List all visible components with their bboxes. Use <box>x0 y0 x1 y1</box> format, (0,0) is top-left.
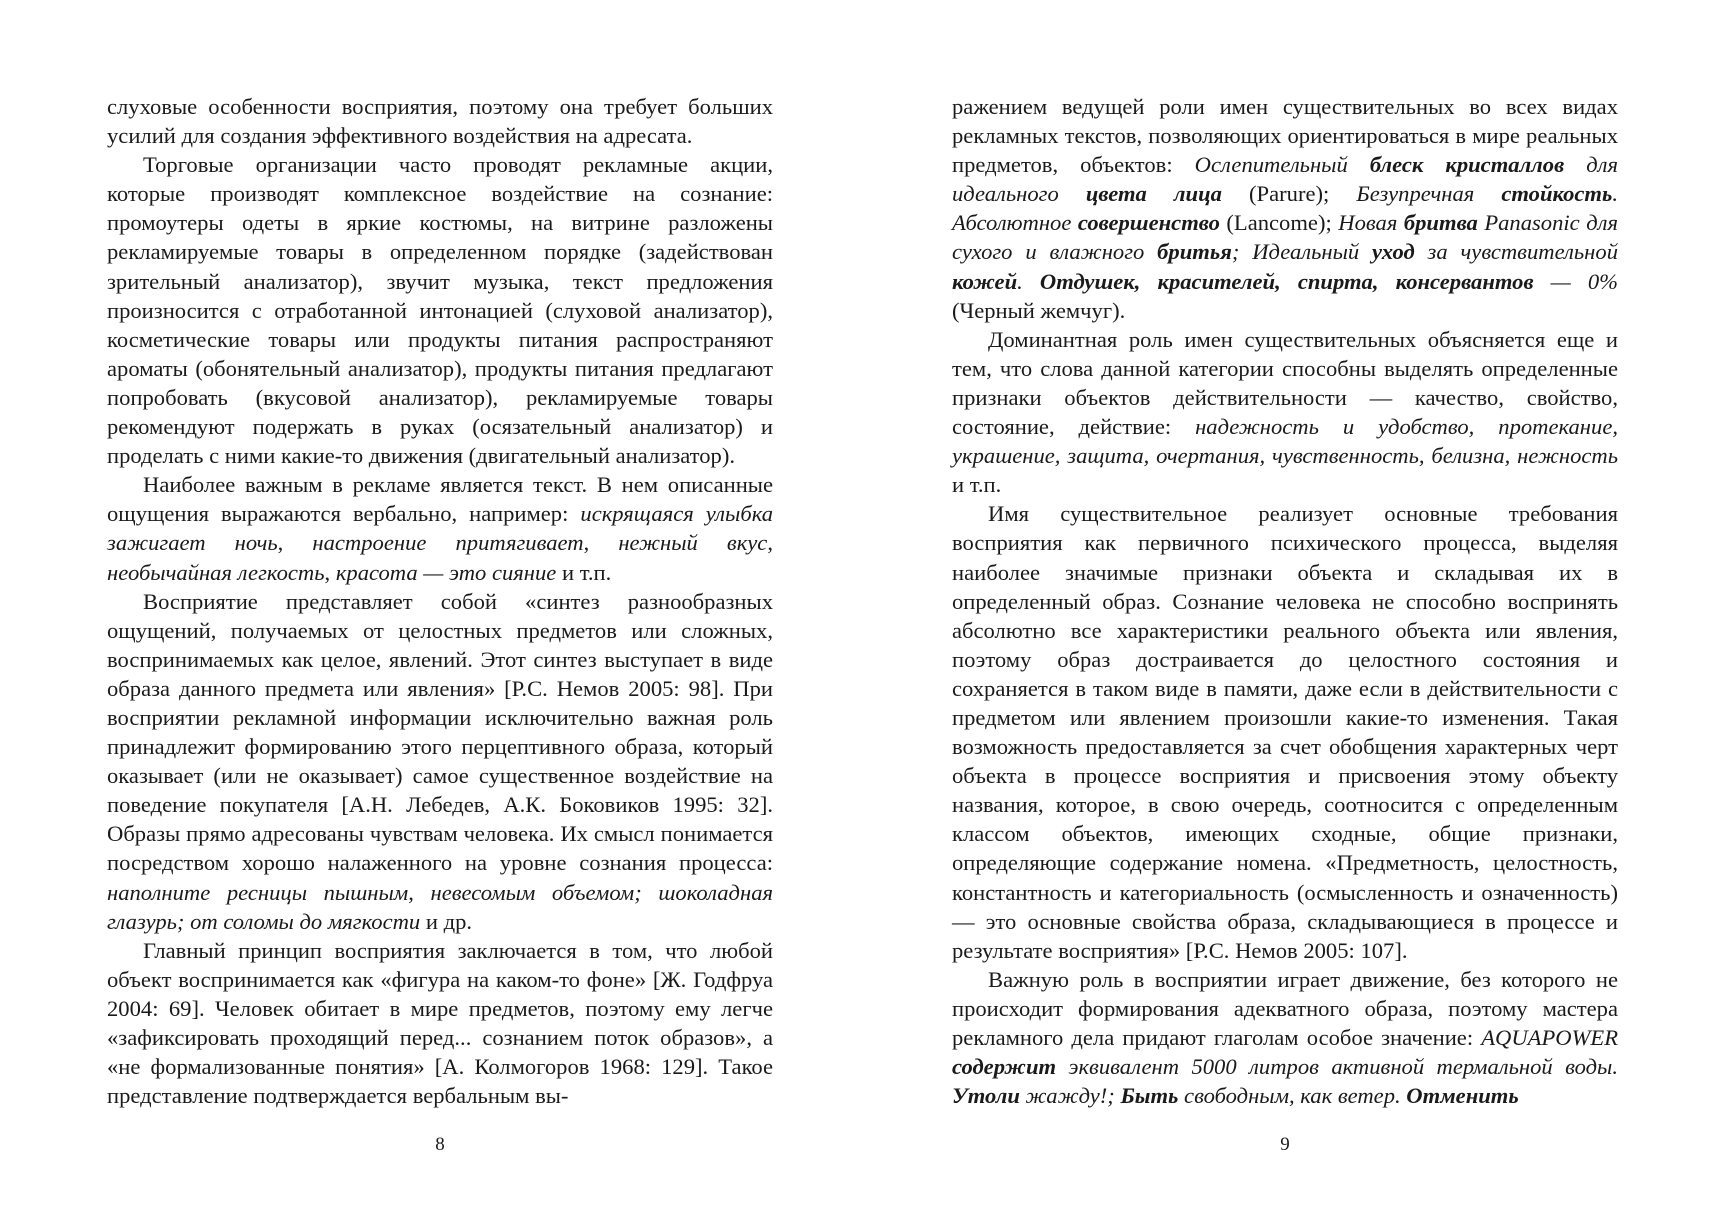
italic-example: ; Идеальный <box>1231 239 1373 265</box>
left-paragraph-1 <box>107 92 773 150</box>
italic-example: AQUAPOWER <box>1481 1025 1618 1050</box>
italic-example: красота — это сияние <box>335 559 557 585</box>
italic-example: необычайная легкость <box>107 559 325 585</box>
left-page-text <box>107 92 773 1110</box>
left-paragraph-4 <box>107 587 773 936</box>
italic-example: жажду!; <box>1019 1083 1121 1109</box>
page-number-left: 8 <box>435 1134 445 1155</box>
bold-italic-keyword <box>952 1054 1056 1079</box>
bold-italic-text: уход <box>1372 239 1415 265</box>
text-run: Доминантная роль имен существительных объясняется еще и тем, что слова данной категории способны выделять определенные признаки объектов действительности — качество, свойство, состояние, действие: <box>952 326 1618 440</box>
left-paragraph-5 <box>107 936 773 1111</box>
text-run: Имя существительное реализует основные требования восприятия как первичного психического процесса, выделяя наиболее значимые признаки объекта и складывая их в определенный образ. Сознание человека не способно воспринять абсолютно все характеристики реального объекта или явления, поэтому образ достраивается до целостного состояния и сохраняется в таком виде в памяти, даже если в действительности с предметом или явлением произошли какие-то изменения. Такая возможность предоставляется за счет обобщения характерных черт объекта в процессе восприятия и присвоения этому объекту названия, которое, в свою очередь, соотносится с определенным классом объектов, имеющих сходные, общие признаки, определяющие содержание номена. «Предметность, целостность, константность и категориальность (осмысленность и означенность) — это основные свойства образа, складывающиеся в процессе и результате восприятия» [Р.С. Немов 2005: 107]. <box>952 501 1618 963</box>
right-paragraph-4 <box>952 965 1618 1110</box>
bold-italic-text: Отменить <box>1406 1083 1519 1109</box>
page-number-right: 9 <box>1280 1134 1290 1155</box>
text-run: слуховые особенности восприятия, поэтому она требует больших усилий для создания эффективного воздействия на адресата. <box>107 94 773 149</box>
italic-example: нежный вкус <box>618 530 768 556</box>
bold-italic-keyword <box>1157 239 1232 264</box>
text-run: (Parure); <box>1221 181 1357 207</box>
bold-italic-text: цвета лица <box>1085 181 1222 207</box>
text-run: Восприятие представляет собой «синтез разнообразных ощущений, получаемых от целостных предметов или сложных, воспринимаемых как целое, явлений. Этот синтез выступает в виде образа данного предмета или явления» [Р.С. Немов 2005: 98]. При восприятии рекламной информации исключительно важная роль принадлежит формированию этого перцептивного образа, который оказывает (или не оказывает) самое существенное воздействие на поведение покупателя [А.Н. Лебедев, А.К. Боковиков 1995: 32]. Образы прямо адресованы чувствам человека. Их смысл понимается посредством хорошо налаженного на уровне сознания процесса: <box>107 588 773 876</box>
text-run: Наиболее важным в рекламе является текст. В нем описанные ощущения выражаются вербально, например: <box>107 472 773 527</box>
bold-italic-text: Утоли <box>952 1083 1020 1109</box>
italic-example: — 0% <box>1533 268 1618 294</box>
bold-italic-text: кожей <box>952 268 1018 294</box>
italic-example: за чувствительной <box>1414 239 1618 265</box>
text-run: и др. <box>420 908 473 934</box>
bold-italic-keyword <box>1120 1083 1178 1108</box>
bold-italic-keyword <box>952 269 1017 294</box>
left-paragraph-2 <box>107 150 773 470</box>
right-page <box>952 92 1618 1110</box>
bold-italic-text: содержит <box>952 1054 1057 1080</box>
bold-italic-text: Быть <box>1120 1083 1179 1109</box>
italic-example: искрящаяся улыбка зажигает ночь <box>107 501 774 556</box>
bold-italic-text: Отдушек, красителей, спирта, консервантов <box>1039 268 1534 294</box>
bold-italic-text: стойкость <box>1501 181 1613 207</box>
text-run: , <box>324 559 336 585</box>
text-run: (Черный жемчуг). <box>952 297 1126 323</box>
bold-italic-keyword <box>1372 239 1415 264</box>
bold-italic-text: блеск кристаллов <box>1369 152 1565 178</box>
text-run: ражением ведущей роли имен существительных во всех видах рекламных текстов, позволяющих ориентироваться в мире реальных предметов, объектов: <box>952 94 1618 178</box>
right-paragraph-3 <box>952 499 1618 965</box>
italic-example: Безупречная <box>1356 181 1502 207</box>
text-run: и т.п. <box>556 559 612 585</box>
italic-example: настроение притягивает <box>312 530 584 556</box>
bold-italic-keyword <box>1406 1083 1518 1108</box>
italic-example: надежность и удобство, протекание, украшение, защита, очертания, чувственность, белизна, нежность <box>952 414 1618 469</box>
bold-italic-text: бритва <box>1403 210 1478 236</box>
left-paragraph-3 <box>107 470 773 586</box>
bold-italic-keyword <box>1040 269 1534 294</box>
text-run: Важную роль в восприятии играет движение, без которого не происходит формирования адекватного образа, поэтому мастера рекламного дела придают глаголам особое значение: <box>952 966 1618 1050</box>
text-run: , <box>767 530 773 556</box>
italic-example: эквивалент 5000 литров активной термальной воды. <box>1056 1054 1618 1080</box>
text-run: Главный принцип восприятия заключается в том, что любой объект воспринимается как «фигура на каком-то фоне» [Ж. Годфруа 2004: 69]. Человек обитает в мире предметов, поэтому ему легче «зафиксировать проходящий перед... сознанием поток образов», а «не формализованные понятия» [А. Колмогоров 1968: 129]. Такое представление подтверждается вербальным вы- <box>107 937 773 1109</box>
bold-italic-keyword <box>1078 210 1220 235</box>
bold-italic-keyword <box>1404 210 1478 235</box>
italic-example: для идеального <box>952 152 1618 207</box>
italic-example: . Абсолютное <box>952 181 1618 236</box>
bold-italic-keyword <box>1086 181 1222 206</box>
bold-italic-text: бритья <box>1157 239 1232 265</box>
text-run: , <box>583 530 619 556</box>
italic-example: . <box>1017 268 1040 294</box>
italic-example: свободным, как ветер. <box>1178 1083 1407 1109</box>
text-run: (Lancome); <box>1219 210 1339 236</box>
bold-italic-keyword <box>1370 152 1564 177</box>
bold-italic-keyword <box>952 1083 1020 1108</box>
bold-italic-keyword <box>1501 181 1612 206</box>
bold-italic-text: совершенство <box>1077 210 1220 236</box>
right-paragraph-2 <box>952 325 1618 500</box>
right-page-text <box>952 92 1618 1110</box>
text-run: Торговые организации часто проводят рекламные акции, которые производят комплексное воздействие на сознание: промоутеры одеты в яркие костюмы, на витрине разложены рекламируемые товары в определенном порядке (задействован зрительный анализатор), звучит музыка, текст предложения произносится с отработанной интонацией (слуховой анализатор), косметические товары или продукты питания распространяют ароматы (обонятельный анализатор), продукты питания предлагают попробовать (вкусовой анализатор), рекламируемые товары рекомендуют подержать в руках (осязательный анализатор) и проделать с ними какие-то движения (двигательный анализатор). <box>107 152 773 469</box>
italic-example: Новая <box>1338 210 1404 236</box>
text-run: , <box>277 530 313 556</box>
italic-example: наполните ресницы пышным, невесомым объемом; шоколадная глазурь; от соломы до мягкости <box>107 879 773 934</box>
right-paragraph-1 <box>952 92 1618 325</box>
italic-example: Panasonic для сухого и влажного <box>952 210 1618 265</box>
left-page <box>107 92 773 1110</box>
text-run: и т.п. <box>952 472 1002 498</box>
italic-example: Ослепительный <box>1194 152 1370 178</box>
